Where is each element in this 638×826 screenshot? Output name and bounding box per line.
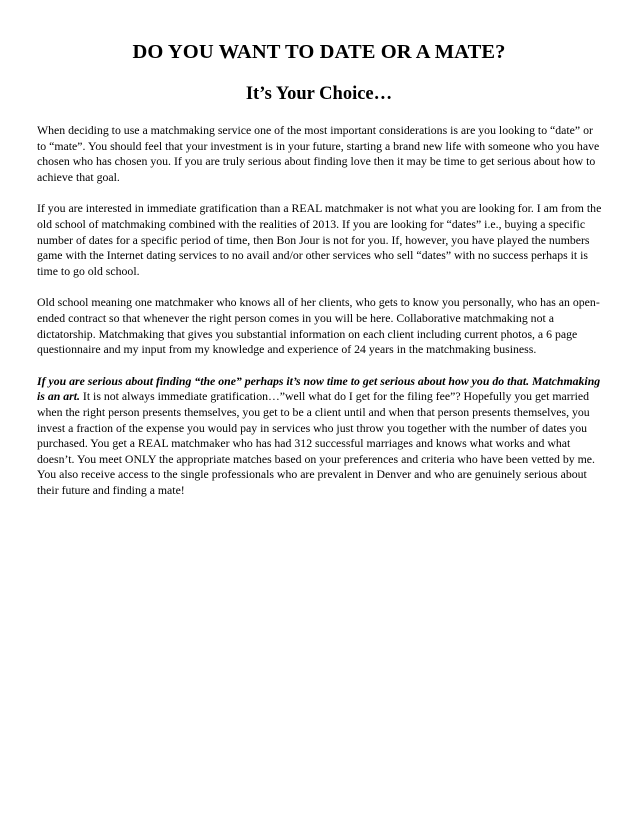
page-title: DO YOU WANT TO DATE OR A MATE? (132, 41, 506, 63)
paragraph-3 (37, 295, 603, 357)
paragraph-4 (37, 374, 603, 499)
paragraph-4-text (37, 374, 603, 499)
paragraph-4-emphasis: If you are serious about finding “the one” perhaps it’s now time to get serious about how you do that. Matchmaking is an art. (37, 373, 601, 404)
paragraph-2 (37, 201, 603, 279)
paragraph-3-text: Old school meaning one matchmaker who knows all of her clients, who gets to know you personally, who has an open-ended contract so that whenever the right person comes in you will be here. Collaborative matchmaking not a dictatorship. Matchmaking that gives you substantial information on each client including current photos, a 6 page questionnaire and my input from my knowledge and experience of 24 years in the matchmaking business. (37, 295, 600, 357)
paragraph-1 (37, 123, 603, 185)
page-subtitle: It’s Your Choice… (245, 84, 393, 104)
paragraph-2-text: If you are interested in immediate gratification than a REAL matchmaker is not what you are looking for. I am from the old school of matchmaking combined with the realities of 2013. If you are looking for “dates” i.e., buying a specific number of dates for a specific period of time, then Bon Jour is not for you. If, however, you have played the numbers game with the Internet dating services to no avail and/or other services who sell “dates” with no success perhaps it is time to go old school. (37, 201, 602, 278)
paragraph-1-text: When deciding to use a matchmaking service one of the most important considerations is are you looking to “date” or to “mate”. You should feel that your investment is in your future, starting a brand new life with someone who you have chosen who has chosen you. If you are truly serious about finding love then it may be time to get serious about how to achieve that goal. (37, 123, 600, 184)
document-body (37, 123, 603, 514)
paragraph-4-body: It is not always immediate gratification…”well what do I get for the filing fee”? Hopefully you get married when the right person presents themselves, you get to be a client until and when that person presents themselves, you invest a fraction of the expense you would pay in services who just throw you together with the number of dates you purchased. You get a REAL matchmaker who has had 312 successful marriages and knows what works and what doesn’t. You meet ONLY the appropriate matches based on your preferences and criteria who have been vetted by me. You also receive access to the single professionals who are prevalent in Denver and who are genuinely serious about their future and finding a mate! (37, 389, 595, 497)
